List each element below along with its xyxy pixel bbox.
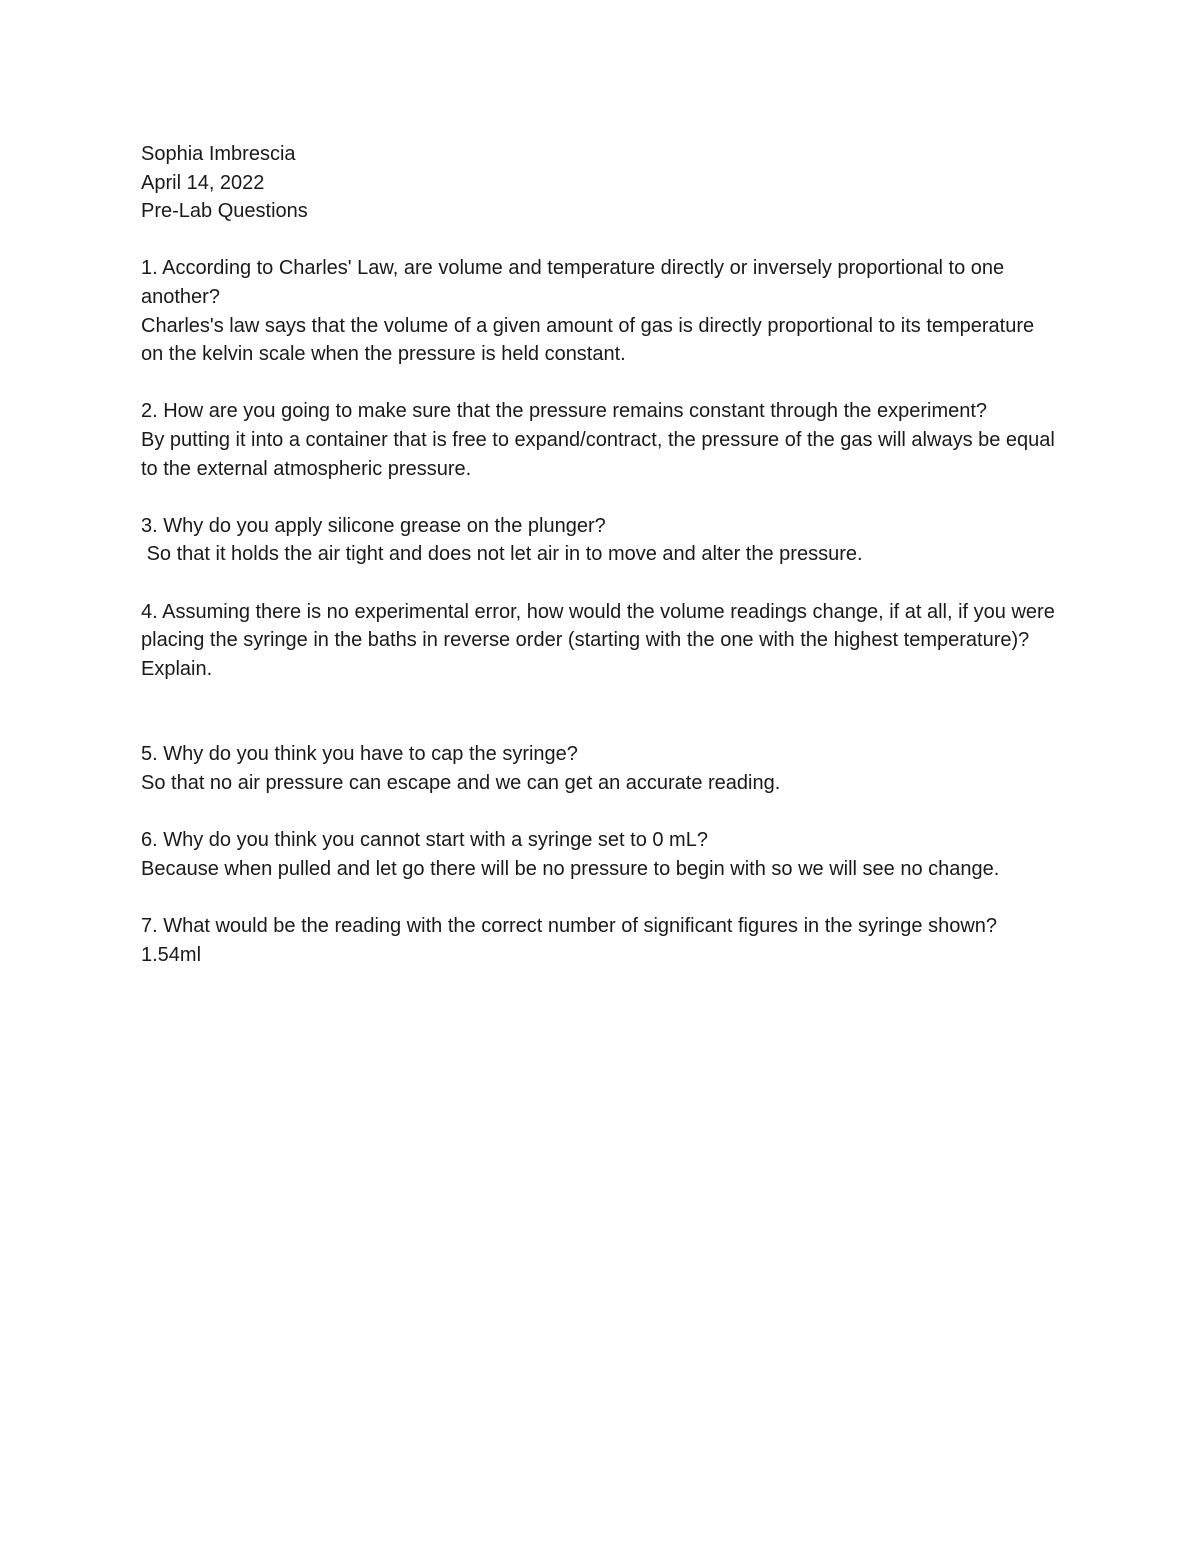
answer-text: So that it holds the air tight and does not let air in to move and alter the pressure. xyxy=(141,543,863,566)
question-text: 7. What would be the reading with the correct number of significant figures in the syringe shown? xyxy=(141,915,998,938)
author-name: Sophia Imbrescia xyxy=(141,143,296,165)
question-item-2 xyxy=(141,397,1061,483)
document-page xyxy=(141,140,1061,969)
answer-text: So that no air pressure can escape and we can get an accurate reading. xyxy=(141,772,781,795)
spacer xyxy=(141,226,1061,255)
spacer xyxy=(141,369,1061,398)
question-item-4 xyxy=(141,598,1061,684)
question-text: 1. According to Charles' Law, are volume and temperature directly or inversely proportional to one another? xyxy=(141,257,1010,308)
spacer xyxy=(141,683,1061,740)
spacer xyxy=(141,569,1061,598)
question-item-7 xyxy=(141,912,1061,969)
question-item-1 xyxy=(141,254,1061,368)
document-title: Pre-Lab Questions xyxy=(141,200,308,223)
question-item-6 xyxy=(141,826,1061,883)
question-text: 3. Why do you apply silicone grease on the plunger? xyxy=(141,514,606,537)
answer-text: 1.54ml xyxy=(141,943,202,966)
question-text: 6. Why do you think you cannot start with a syringe set to 0 mL? xyxy=(141,829,708,852)
answer-text: By putting it into a container that is free to expand/contract, the pressure of the gas will always be equal to the external atmospheric pressure. xyxy=(141,428,1061,480)
question-item-3 xyxy=(141,512,1061,569)
spacer xyxy=(141,483,1061,512)
question-text: 5. Why do you think you have to cap the syringe? xyxy=(141,743,578,766)
question-text: 2. How are you going to make sure that the pressure remains constant through the experiment? xyxy=(141,400,988,423)
answer-text: Because when pulled and let go there will be no pressure to begin with so we will see no change. xyxy=(141,857,1000,880)
document-date: April 14, 2022 xyxy=(141,171,265,194)
spacer xyxy=(141,798,1061,827)
answer-text: Charles's law says that the volume of a given amount of gas is directly proportional to its temperature on the kelvin scale when the pressure is held constant. xyxy=(141,314,1040,366)
spacer xyxy=(141,883,1061,912)
question-text: 4. Assuming there is no experimental error, how would the volume readings change, if at all, if you were placing the syringe in the baths in reverse order (starting with the one with the highest temperature)? Explain. xyxy=(141,600,1061,680)
question-item-5 xyxy=(141,740,1061,797)
